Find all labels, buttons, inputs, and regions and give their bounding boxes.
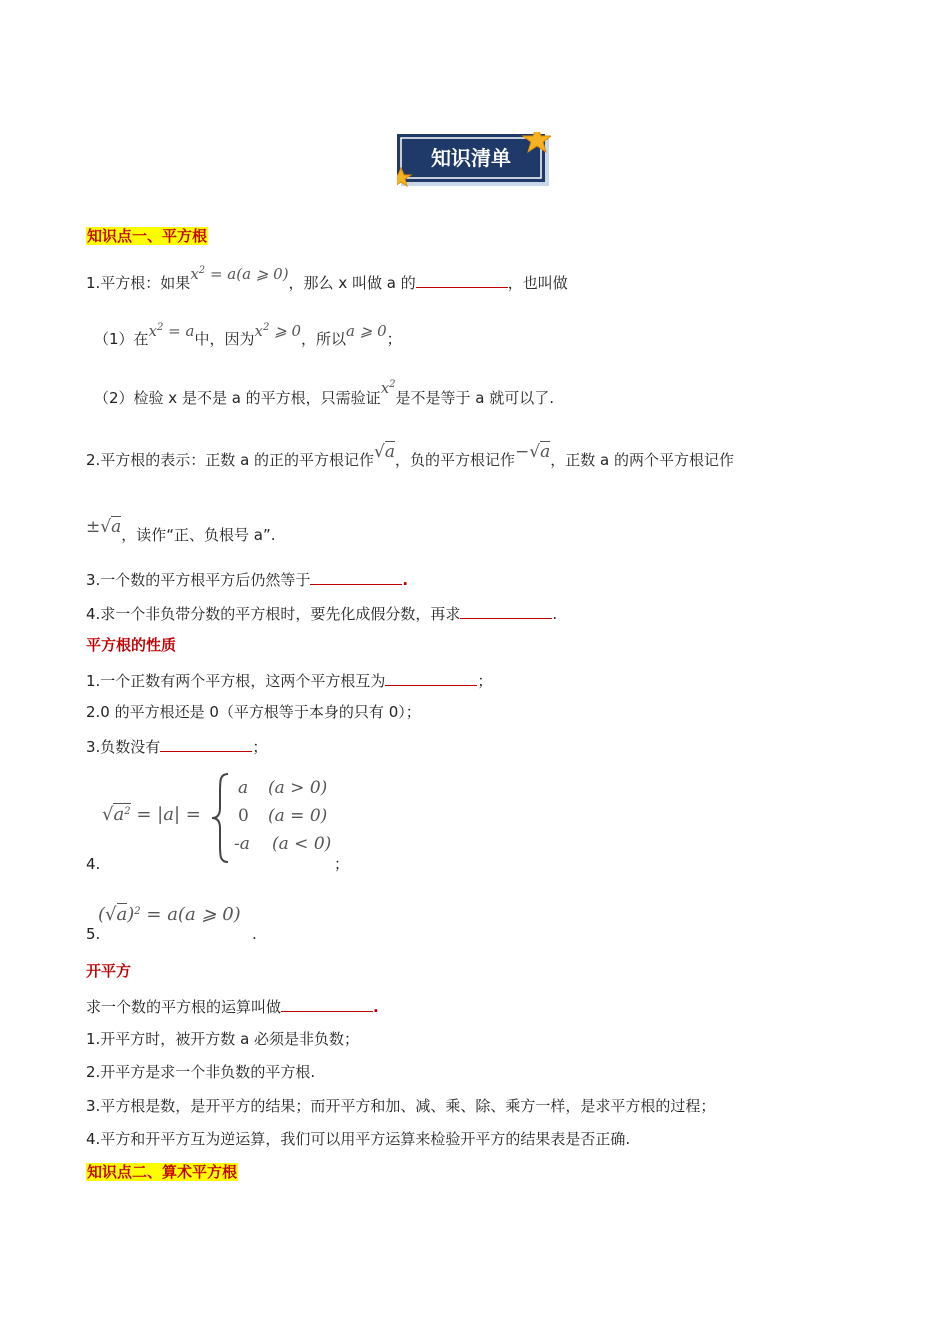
item-2-notation-cont: ±√a，读作“正、负根号 a”. xyxy=(86,517,276,544)
sub-item-2: （2）检验 x 是不是 a 的平方根，只需验证$x^2$是不是等于 a 就可以了. xyxy=(94,379,555,407)
kaipingfang-1: 1.开平方时，被开方数 a 必须是非负数； xyxy=(86,1030,360,1048)
blank-answer-3[interactable] xyxy=(310,568,402,585)
blank-answer-4[interactable] xyxy=(460,602,552,619)
section-heading-arithmetic-root: 知识点二、算术平方根 xyxy=(87,1163,238,1181)
blank-answer-1[interactable] xyxy=(416,271,508,288)
formula-a-ge-0: a ⩾ 0 xyxy=(346,322,387,340)
formula-x2-eq-a: $x^2 = a(a$ ⩾ 0) xyxy=(190,265,289,283)
property-5-number: 5. xyxy=(86,925,101,943)
section-heading-properties: 平方根的性质 xyxy=(86,636,177,654)
item-2-notation: 2.平方根的表示：正数 a 的正的平方根记作√a，负的平方根记作−√a，正数 a 的两个平方根记作 xyxy=(86,442,734,469)
case-1-condition: (a > 0) xyxy=(268,778,328,798)
case-2-value: 0 xyxy=(238,806,249,826)
banner-title: 知识清单 xyxy=(431,146,511,170)
sub-item-1: （1）在$x^2 = a$中，因为$x^2$ ⩾ 0，所以a ⩾ 0； xyxy=(94,322,402,348)
property-1: 1.一个正数有两个平方根，这两个平方根互为 ； xyxy=(86,669,492,691)
left-brace-icon xyxy=(210,772,232,864)
property-5-formula: 5. $(√a)^2 = a(a$ ⩾ 0) . xyxy=(86,904,257,943)
property-4-number: 4. xyxy=(86,855,101,873)
kaipingfang-2: 2.开平方是求一个非负数的平方根. xyxy=(86,1063,316,1081)
kaipingfang-4: 4.平方和开平方互为逆运算，我们可以用平方运算来检验开平方的结果表是否正确. xyxy=(86,1130,631,1148)
formula-sqrt-a: √a xyxy=(374,442,396,462)
formula-neg-sqrt-a: −√a xyxy=(515,442,551,462)
case-2-condition: (a = 0) xyxy=(268,806,328,826)
property-2: 2.0 的平方根还是 0（平方根等于本身的只有 0）； xyxy=(86,703,421,721)
formula-x2-eq-a-2: $x^2 = a$ xyxy=(148,322,195,340)
property-4-formula: $√a^2 = |a|$ = a (a > 0) 0 (a = 0) -a (a < 0) 4. ； xyxy=(86,770,366,880)
section-heading-square-root: 知识点一、平方根 xyxy=(87,227,208,245)
blank-answer-k[interactable] xyxy=(281,995,373,1012)
kaipingfang-intro: 求一个数的平方根的运算叫做 . xyxy=(86,995,379,1017)
case-1-value: a xyxy=(238,778,249,798)
blank-answer-p1[interactable] xyxy=(385,669,477,686)
case-3-condition: (a < 0) xyxy=(272,834,332,854)
knowledge-list-banner xyxy=(397,132,551,188)
kaipingfang-3: 3.平方根是数，是开平方的结果；而开平方和加、减、乘、除、乘方一样，是求平方根的过程； xyxy=(86,1097,716,1115)
item-4: 4.求一个非负带分数的平方根时，要先化成假分数，再求 . xyxy=(86,602,557,624)
formula-pm-sqrt-a: ±√a xyxy=(86,517,122,537)
blank-answer-p3[interactable] xyxy=(160,735,252,752)
item-1-definition: 1.平方根：如果$x^2 = a(a$ ⩾ 0)，那么 x 叫做 a 的 ，也叫做 xyxy=(86,265,568,292)
formula-x2-ge-0: $x^2$ ⩾ 0 xyxy=(254,322,301,340)
item-3: 3.一个数的平方根平方后仍然等于 . xyxy=(86,568,408,590)
property-4-end: ； xyxy=(334,855,350,873)
property-5-end: . xyxy=(252,925,257,943)
formula-x2: $x^2$ xyxy=(380,379,396,397)
case-3-value: -a xyxy=(234,834,250,854)
property-3: 3.负数没有 ； xyxy=(86,735,267,757)
section-heading-kaipingfang: 开平方 xyxy=(86,962,132,980)
